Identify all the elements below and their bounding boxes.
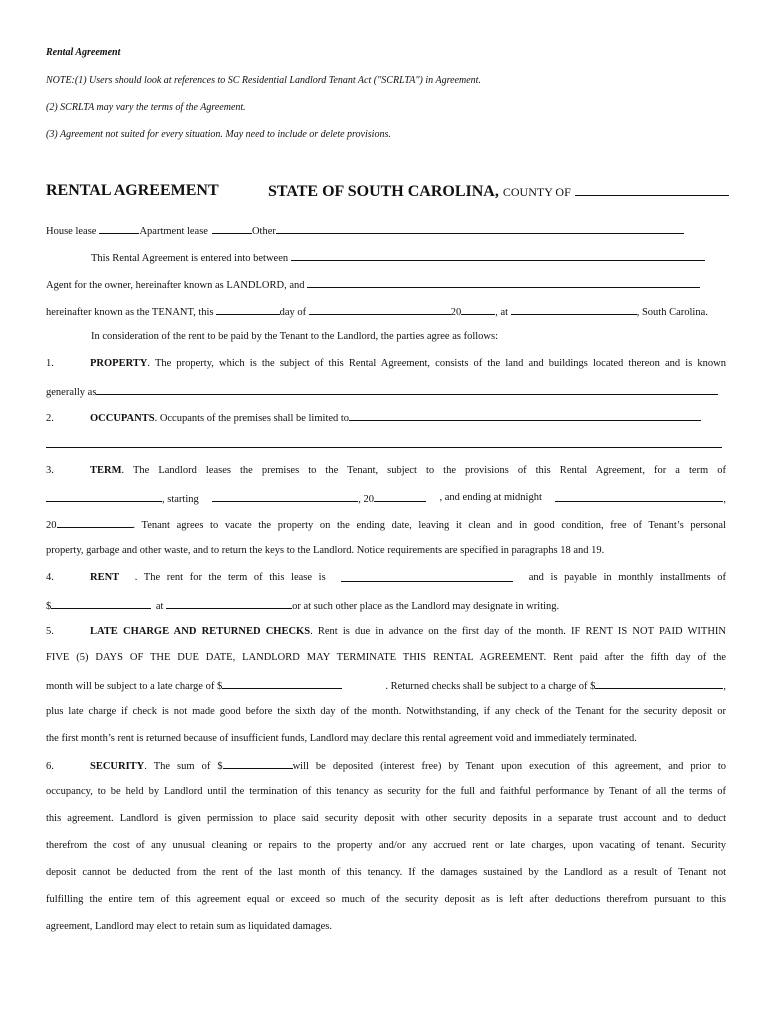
- month-field[interactable]: [309, 304, 451, 315]
- end-year-field[interactable]: [57, 517, 133, 528]
- installment-field[interactable]: [51, 598, 151, 609]
- agent-text: Agent for the owner, hereinafter known as LANDLORD, and: [46, 280, 305, 291]
- late-line-3: [46, 678, 726, 693]
- house-lease-label: House lease: [46, 226, 97, 237]
- start-date-field[interactable]: [212, 491, 358, 502]
- term-line-4: property, garbage and other waste, and to return the keys to the Landlord. Notice requirements are specified in paragraphs 18 and 19.: [46, 545, 605, 556]
- term-text: . The Landlord leases the premises to the Tenant, subject to the provisions of this Rental Agreement, for a term of: [121, 465, 726, 476]
- late-heading: LATE CHARGE AND RETURNED CHECKS: [90, 626, 311, 637]
- apartment-lease-field[interactable]: [212, 223, 252, 234]
- county-field[interactable]: [575, 181, 729, 196]
- term-heading: TERM: [90, 465, 122, 476]
- end-year-prefix: 20: [46, 520, 57, 531]
- day-of-text: day of: [279, 307, 307, 318]
- property-text: . The property, which is the subject of this Rental Agreement, consists of the land and buildings located thereon and is known: [147, 358, 726, 369]
- security-line-3: this agreement. Landlord is given permission to place said security deposit with other security deposits in a separate trust account and to deduct: [46, 813, 726, 824]
- security-amount-field[interactable]: [223, 758, 293, 769]
- generally-as-text: generally as: [46, 387, 97, 398]
- term-line-2: [46, 491, 726, 506]
- rent-number: 4.: [46, 572, 54, 583]
- rent-heading: RENT: [90, 572, 120, 583]
- state-name: STATE OF SOUTH CAROLINA,: [268, 183, 499, 200]
- end-date-comma: ,: [723, 494, 726, 505]
- dollar-sign: $: [46, 601, 52, 612]
- late-line-4: plus late charge if check is not made good before the sixth day of the month. Notwithstanding, if any check of the Tenant for the security deposit or: [46, 706, 726, 717]
- south-carolina-text: , South Carolina.: [636, 307, 708, 318]
- city-field[interactable]: [511, 304, 637, 315]
- page-title: RENTAL AGREEMENT: [46, 182, 219, 199]
- entered-into-text: This Rental Agreement is entered into between: [91, 253, 289, 264]
- term-line-1: [46, 464, 726, 477]
- day-field[interactable]: [216, 304, 280, 315]
- security-line-7: agreement, Landlord may elect to retain sum as liquidated damages.: [46, 921, 333, 932]
- starting-text: , starting: [162, 494, 199, 505]
- property-number: 1.: [46, 358, 54, 369]
- occupants-heading: OCCUPANTS: [90, 413, 155, 424]
- occupants-text: . Occupants of the premises shall be limited to: [154, 413, 350, 424]
- late-line-5: the first month’s rent is returned because of insufficient funds, Landlord may declare this rental agreement void and immediately terminated.: [46, 733, 637, 744]
- property-description-field[interactable]: [96, 384, 718, 395]
- year-field[interactable]: [461, 304, 495, 315]
- security-line-2: occupancy, to be held by Landlord until the termination of this tenancy as security for the full and faithful performance by Tenant of all the terms of: [46, 786, 726, 797]
- county-label: COUNTY OF: [502, 185, 571, 199]
- term-length-field[interactable]: [46, 491, 162, 502]
- rent-text: . The rent for the term of this lease is: [134, 572, 326, 583]
- rent-at-text: at: [155, 601, 164, 612]
- note-2: (2) SCRLTA may vary the terms of the Agreement.: [46, 102, 246, 113]
- security-line-4: therefrom the cost of any unusual cleaning or repairs to the property and/or any accrued rent or late charges, upon vacating of tenant. Security: [46, 840, 726, 851]
- year-prefix: 20: [450, 307, 462, 318]
- security-line-5: deposit cannot be deducted from the rent of the last month of this tenancy. If the damages sustained by the Landlord as a result of Tenant not: [46, 867, 726, 878]
- returned-check-text: . Returned checks shall be subject to a charge of $: [385, 681, 596, 692]
- property-line-1: [46, 357, 726, 370]
- rent-line-2: [46, 598, 559, 613]
- start-year-prefix: , 20: [358, 494, 374, 505]
- property-line-2: [46, 384, 718, 399]
- vacate-text: . Tenant agrees to vacate the property on the ending date, leaving it clean and in good condition, free of Tenant’s personal: [132, 520, 726, 531]
- security-line-1: [46, 758, 726, 773]
- occupants-line: [46, 410, 701, 425]
- security-text-1: will be deposited (interest free) by Tenant upon execution of this agreement, and prior to: [292, 761, 726, 772]
- tenant-text: hereinafter known as the TENANT, this: [46, 307, 214, 318]
- security-heading: SECURITY: [90, 761, 145, 772]
- occupants-number: 2.: [46, 413, 54, 424]
- other-field[interactable]: [276, 223, 684, 234]
- rent-total-field[interactable]: [341, 571, 513, 582]
- agent-name-field[interactable]: [307, 277, 700, 288]
- start-year-field[interactable]: [374, 491, 426, 502]
- security-number: 6.: [46, 761, 54, 772]
- owner-name-field[interactable]: [291, 250, 705, 261]
- parties-line: [91, 250, 705, 265]
- term-line-3: [46, 517, 726, 532]
- rent-line-1: [46, 571, 726, 584]
- agent-line: [46, 277, 700, 292]
- security-line-6: fulfilling the entire tem of this agreement equal or exceed so much of the security deposit as is left after deductions therefrom pursuant to this: [46, 894, 726, 905]
- late-line-1: [46, 625, 726, 638]
- property-heading: PROPERTY: [90, 358, 148, 369]
- term-number: 3.: [46, 465, 54, 476]
- note-1: NOTE:(1) Users should look at references to SC Residential Landlord Tenant Act ("SCRLTA") in Agreement.: [46, 75, 481, 86]
- consideration-line: In consideration of the rent to be paid by the Tenant to the Landlord, the parties agree as follows:: [91, 331, 498, 342]
- note-3: (3) Agreement not suited for every situation. May need to include or delete provisions.: [46, 129, 391, 140]
- returned-check-comma: ,: [723, 681, 726, 692]
- end-date-field[interactable]: [555, 491, 723, 502]
- state-heading: [268, 181, 729, 202]
- other-label: Other: [251, 226, 276, 237]
- late-charge-text: month will be subject to a late charge of $: [46, 681, 223, 692]
- lease-type-line: [46, 223, 684, 238]
- late-charge-field[interactable]: [222, 678, 342, 689]
- payable-text: and is payable in monthly installments of: [528, 572, 726, 583]
- occupants-field[interactable]: [349, 410, 701, 421]
- payment-place-field[interactable]: [166, 598, 292, 609]
- late-line-2: FIVE (5) DAYS OF THE DUE DATE, LANDLORD MAY TERMINATE THIS RENTAL AGREEMENT. Rent paid after the fifth day of the: [46, 652, 726, 663]
- security-sum-text: . The sum of $: [144, 761, 223, 772]
- occupants-field-line-2[interactable]: [46, 447, 722, 448]
- ending-text: , and ending at midnight: [439, 492, 542, 503]
- late-text-1: . Rent is due in advance on the first day of the month. IF RENT IS NOT PAID WITHIN: [310, 626, 727, 637]
- apartment-lease-label: Apartment lease: [139, 226, 208, 237]
- late-number: 5.: [46, 626, 54, 637]
- other-place-text: or at such other place as the Landlord may designate in writing.: [292, 601, 560, 612]
- at-text: , at: [495, 307, 509, 318]
- tenant-line: [46, 304, 708, 319]
- doc-label: Rental Agreement: [46, 47, 121, 58]
- returned-check-field[interactable]: [595, 678, 723, 689]
- house-lease-field[interactable]: [99, 223, 139, 234]
